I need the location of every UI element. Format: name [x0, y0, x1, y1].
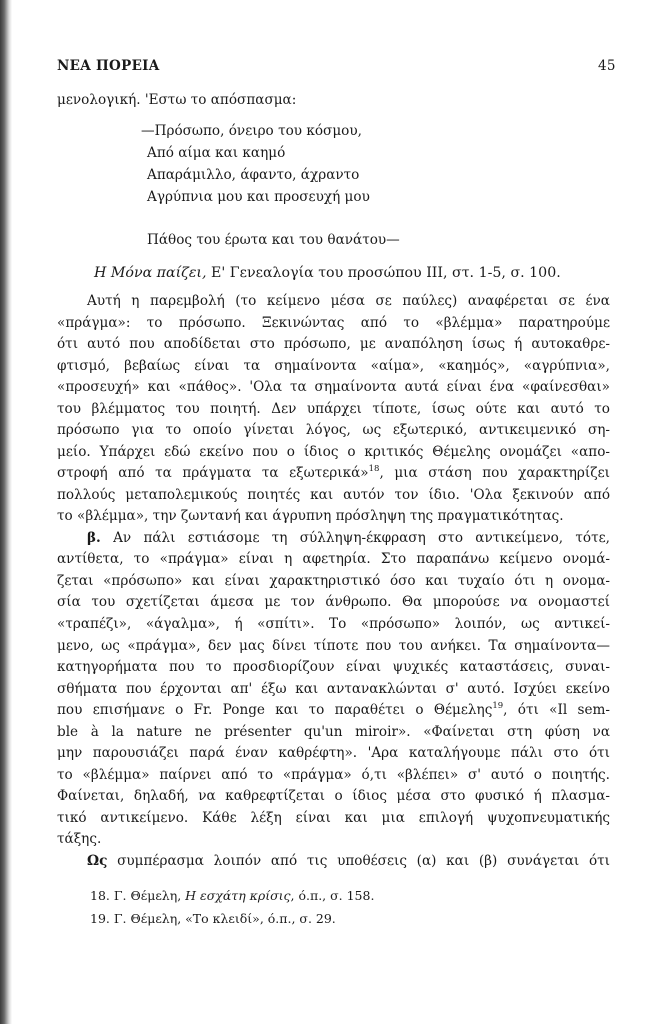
- poem-line: Απαράμιλλο, άφαντο, άχραντο: [147, 167, 360, 183]
- body-line: [57, 700, 610, 722]
- body-line: [57, 743, 610, 765]
- body-line: [57, 851, 610, 873]
- body-line: [57, 722, 610, 744]
- text-segment: το «βλέμμα», την ζωντανή και άγρυπνη πρόσληψη της πραγματικότητας.: [57, 508, 564, 525]
- text-segment: κατηγορήματα που το προσδιορίζουν είναι ψυχικές καταστάσεις, συναι-: [57, 659, 610, 676]
- text-segment: συμπέρασμα λοιπόν από τις υποθέσεις (α) και (β) συνάγεται ότι: [107, 852, 610, 869]
- text-segment: «τραπέζι», «άγαλμα», ή «σπίτι». Το «πρόσωπο» λοιπόν, ως αντικεί-: [57, 615, 610, 632]
- text-segment: Ως: [87, 852, 108, 869]
- text-segment: το «βλέμμα» παίρνει από το «πράγμα» ό,τι «βλέπει» σ' αυτό ο ποιητής.: [57, 766, 610, 783]
- body-line: [57, 636, 610, 658]
- body-line: [57, 571, 610, 593]
- text-segment: Αυτή η παρεμβολή (το κείμενο μέσα σε παύλες) αναφέρεται σε ένα: [87, 293, 610, 309]
- body-line: [57, 291, 610, 313]
- text-segment: μην παρουσιάζει παρά έναν καθρέφτη». 'Αρα καταλήγουμε πάλι στο ότι: [57, 745, 610, 762]
- text-segment: , μια στάση που χαρακτηρίζει: [379, 465, 610, 482]
- text-segment: μείο. Υπάρχει εδώ εκείνο που ο ίδιος ο κριτικός Θέμελης ονομάζει «απο-: [57, 443, 610, 460]
- poem-citation: [94, 264, 561, 282]
- body-line: [57, 765, 610, 787]
- poem-line: —Πρόσωπο, όνειρο του κόσμου,: [141, 123, 362, 139]
- text-segment: Φαίνεται, δηλαδή, να καθρεφτίζεται ο ίδιος μέσα στο φυσικό ή πλασμα-: [57, 788, 610, 805]
- text-segment: τικό αντικείμενο. Κάθε λέξη είναι και μια επιλογή ψυχοπνευματικής: [57, 809, 610, 826]
- body-line: [57, 442, 610, 464]
- body-line: [57, 549, 610, 571]
- page-number: 45: [598, 58, 616, 74]
- text-segment: «πράγμα»: το πρόσωπο. Ξεκινώντας από το «βλέμμα» παρατηρούμε: [57, 314, 610, 331]
- body-line: [57, 334, 610, 356]
- text-segment: , ό.π., σ. 158.: [290, 888, 375, 903]
- text-segment: σθήματα που έρχονται απ' έξω και αντανακλώνται σ' αυτό. Ισχύει εκείνο: [57, 680, 610, 697]
- text-segment: σία του σχετίζεται άμεσα με τον άνθρωπο. Θα μπορούσε να ονομαστεί: [57, 594, 610, 611]
- poem-line: Από αίμα και καημό: [147, 145, 286, 161]
- body-line: [57, 377, 610, 399]
- body-line: [57, 399, 610, 421]
- running-header: ΝΕΑ ΠΟΡΕΙΑ: [57, 58, 160, 74]
- text-segment: φτισμό, βεβαίως είναι τα σημαίνοντα «αίμα», «καημός», «αγρύπνια»,: [57, 357, 610, 374]
- text-segment: Αν πάλι εστιάσομε τη σύλληψη-έκφραση στο αντικείμενο, τότε,: [100, 529, 610, 546]
- body-line: [57, 313, 610, 335]
- text-segment: που επισήμανε ο Fr. Ponge και το παραθέτει ο Θέμελης: [57, 702, 493, 719]
- body-line: [57, 808, 610, 830]
- text-segment: πρόσωπο για το οποίο γίνεται λόγος, ως εξωτερικό, αντικειμενικό ση-: [57, 422, 610, 439]
- poem-line: Πάθος του έρωτα και του θανάτου—: [147, 232, 400, 248]
- footnote: [90, 888, 374, 903]
- text-segment: ζεται «πρόσωπο» και είναι χαρακτηριστικό όσο και τυχαίο ότι η ονομα-: [57, 572, 610, 589]
- text-segment: ble à la nature ne présenter qu'un miroir». «Φαίνεται στη φύση να: [57, 723, 610, 740]
- text-segment: τάξης.: [57, 831, 102, 848]
- text-segment: Η εσχάτη κρίσις: [185, 888, 291, 903]
- body-line: [57, 528, 610, 550]
- text-segment: , ότι «Il sem-: [503, 702, 610, 719]
- intro-line: μενολογική. 'Εστω το απόσπασμα:: [57, 92, 297, 108]
- text-segment: 19. Γ. Θέμελη, «Το κλειδί», ό.π., σ. 29.: [90, 911, 336, 926]
- body-line: [57, 829, 610, 851]
- text-segment: β.: [87, 529, 101, 546]
- text-segment: στροφή από τα πράγματα τα εξωτερικά»: [57, 465, 369, 482]
- body-line: [57, 356, 610, 378]
- text-segment: ότι αυτό που αποδίδεται στο πρόσωπο, με αναπόληση ίσως ή αυτοκαθρε-: [57, 336, 610, 353]
- text-segment: αντίθετα, το «πράγμα» είναι η αφετηρία. Στο παραπάνω κείμενο ονομά-: [57, 551, 610, 568]
- footnote-reference[interactable]: 19: [492, 701, 504, 712]
- body-line: [57, 679, 610, 701]
- footnote: [90, 911, 336, 926]
- text-segment: 18. Γ. Θέμελη,: [90, 888, 186, 903]
- text-segment: «προσευχή» και «πάθος». 'Ολα τα σημαίνοντα αυτά είναι ένα «φαίνεσθαι»: [57, 379, 610, 396]
- body-line: [57, 506, 610, 528]
- text-segment: πολλούς μεταπολεμικούς ποιητές και αυτόν τον ίδιο. 'Ολα ξεκινούν από: [57, 486, 610, 503]
- body-line: [57, 420, 610, 442]
- scan-edge: [0, 0, 12, 1024]
- body-line: [57, 592, 610, 614]
- body-line: [57, 657, 610, 679]
- body-line: [57, 786, 610, 808]
- body-line: [57, 614, 610, 636]
- body-line: [57, 463, 610, 485]
- citation-title: Η Μόνα παίζει,: [94, 265, 207, 281]
- text-segment: μενο, ως «πράγμα», δεν μας δίνει τίποτε που του ανήκει. Τα σημαίνοντα—: [57, 637, 610, 654]
- text-segment: του βλέμματος του ποιητή. Δεν υπάρχει τίποτε, ίσως ούτε και αυτό το: [57, 400, 610, 417]
- body-text: [57, 291, 610, 872]
- citation-source: Ε' Γενεαλογία του προσώπου ΙΙΙ, στ. 1-5, σ. 100.: [206, 265, 561, 281]
- footnote-reference[interactable]: 18: [368, 464, 380, 475]
- body-line: [57, 485, 610, 507]
- poem-line: Αγρύπνια μου και προσευχή μου: [147, 189, 370, 205]
